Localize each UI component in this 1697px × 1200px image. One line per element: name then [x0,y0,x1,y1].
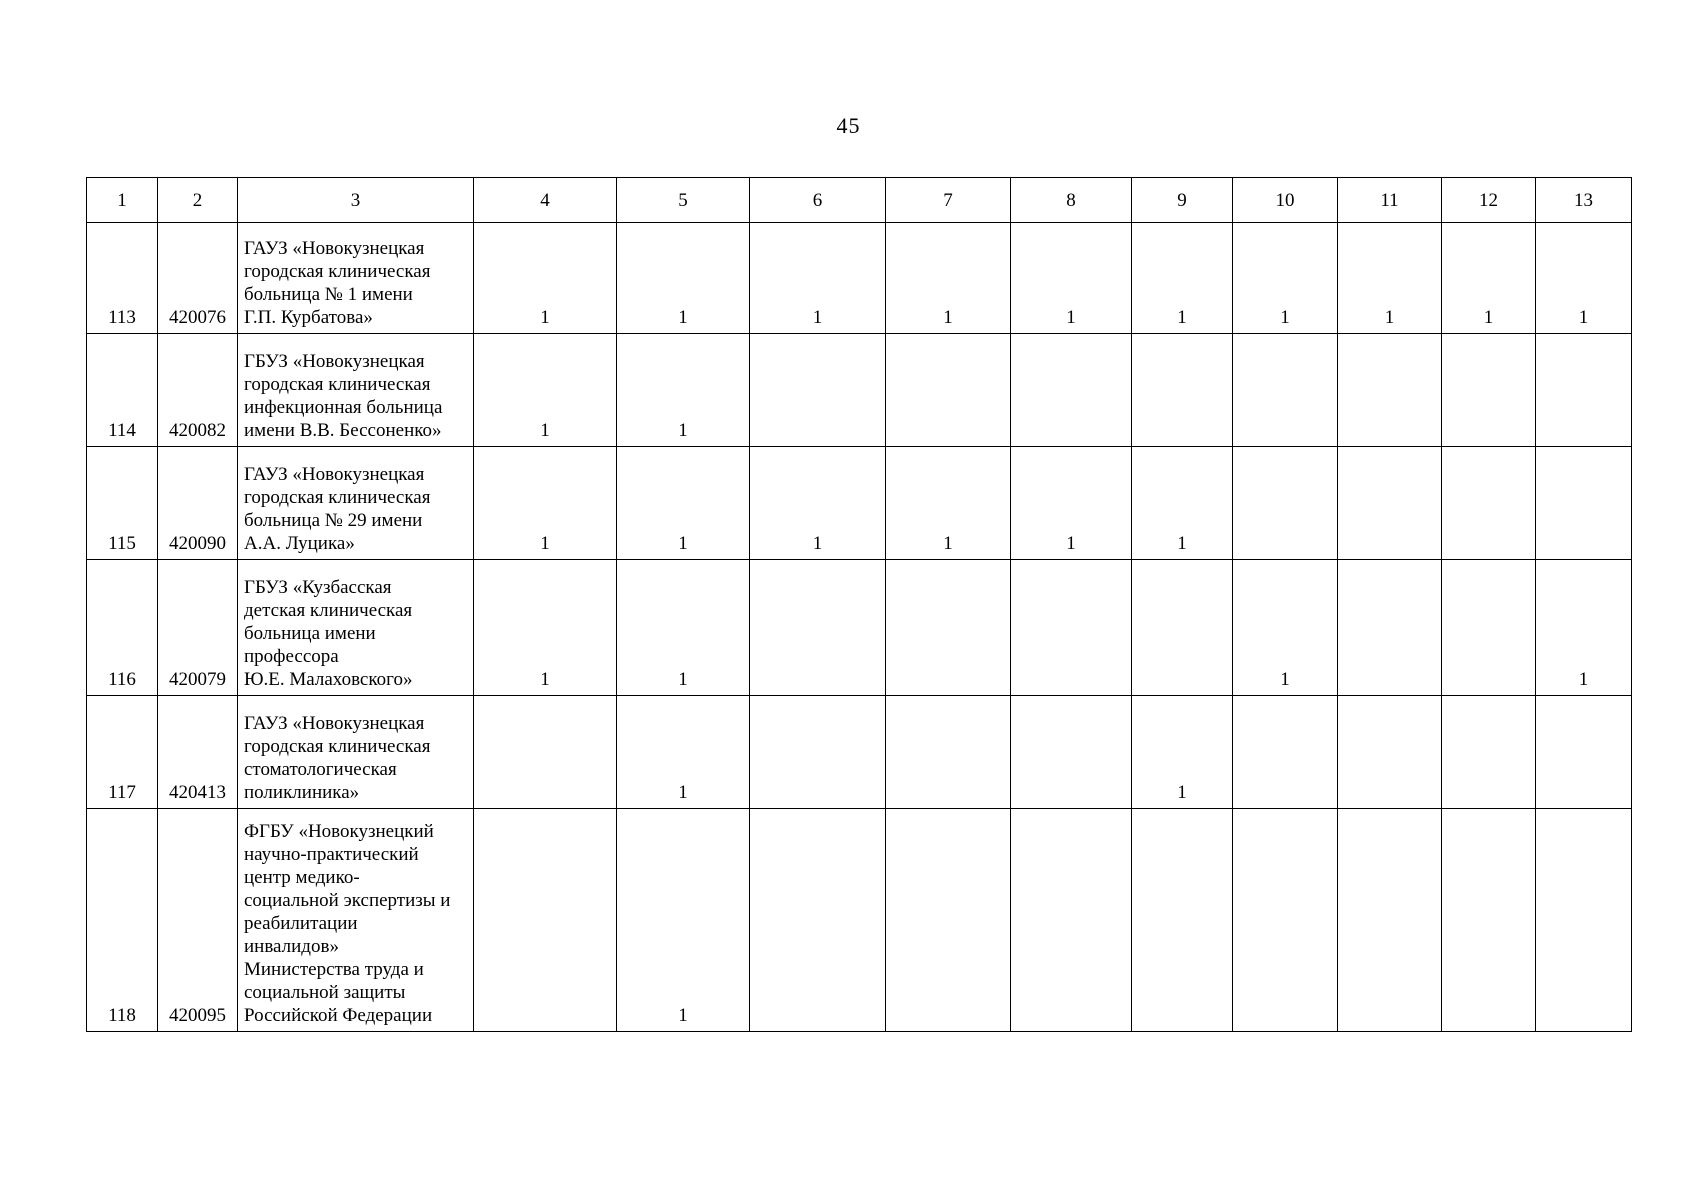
value-cell [1442,809,1536,1032]
value-cell: 1 [617,334,750,447]
value-cell [1442,447,1536,560]
value-cell [886,560,1011,696]
column-header: 5 [617,178,750,223]
value-cell: 1 [1011,223,1132,334]
name-line: больница № 1 имени [244,284,413,305]
name-line: социальной экспертизы и [244,890,451,911]
value-cell: 1 [474,334,617,447]
value-cell [1233,334,1338,447]
name-line: ГАУЗ «Новокузнецкая [244,238,425,259]
value-cell: 1 [750,223,886,334]
name-line: А.А. Луцика» [244,533,355,554]
name-line: ГАУЗ «Новокузнецкая [244,464,425,485]
name-line: профессора [244,646,339,667]
name-line: больница имени [244,623,376,644]
value-cell: 1 [617,447,750,560]
table-row [87,447,1632,560]
value-cell: 1 [1011,447,1132,560]
organization-name [238,696,474,809]
name-line: детская клиническая [244,600,413,621]
value-cell [1338,560,1442,696]
name-line: инфекционная больница [244,397,443,418]
value-cell [1011,809,1132,1032]
row-code: 420082 [158,334,238,447]
row-number: 114 [87,334,158,447]
name-line: Министерства труда и [244,959,424,980]
value-cell: 1 [474,560,617,696]
organization-name [238,560,474,696]
name-line: Российской Федерации [244,1005,433,1026]
row-number: 117 [87,696,158,809]
organization-name [238,809,474,1032]
value-cell [1338,809,1442,1032]
name-line: инвалидов» [244,936,339,957]
value-cell: 1 [886,223,1011,334]
value-cell: 1 [1233,223,1338,334]
value-cell [1442,560,1536,696]
organization-name [238,334,474,447]
name-line: городская клиническая [244,487,431,508]
column-header: 1 [87,178,158,223]
value-cell: 1 [1233,560,1338,696]
value-cell [474,809,617,1032]
table-row [87,809,1632,1032]
column-header: 4 [474,178,617,223]
column-header: 11 [1338,178,1442,223]
column-header: 7 [886,178,1011,223]
column-header: 12 [1442,178,1536,223]
value-cell [1536,809,1632,1032]
value-cell [1338,447,1442,560]
name-line: городская клиническая [244,736,431,757]
column-header: 6 [750,178,886,223]
header-row [87,178,1632,223]
value-cell: 1 [474,223,617,334]
name-line: ГАУЗ «Новокузнецкая [244,713,425,734]
name-line: городская клиническая [244,374,431,395]
value-cell [1536,696,1632,809]
name-line: ФГБУ «Новокузнецкий [244,821,434,842]
value-cell [886,696,1011,809]
value-cell: 1 [474,447,617,560]
row-number: 118 [87,809,158,1032]
value-cell [1132,560,1233,696]
value-cell [1233,447,1338,560]
value-cell [750,560,886,696]
name-line: ГБУЗ «Новокузнецкая [244,351,425,372]
table-row [87,560,1632,696]
row-number: 113 [87,223,158,334]
value-cell: 1 [1132,696,1233,809]
name-line: Г.П. Курбатова» [244,307,373,328]
value-cell: 1 [617,809,750,1032]
value-cell [1338,334,1442,447]
name-line: центр медико- [244,867,360,888]
row-code: 420095 [158,809,238,1032]
table-row [87,334,1632,447]
name-line: поликлиника» [244,782,360,803]
organization-name [238,223,474,334]
page-number: 45 [836,113,861,138]
data-table [86,177,1632,1032]
value-cell [750,809,886,1032]
organization-name [238,447,474,560]
value-cell: 1 [617,696,750,809]
value-cell [1442,334,1536,447]
name-line: стоматологическая [244,759,397,780]
value-cell [1442,696,1536,809]
value-cell: 1 [1132,447,1233,560]
name-line: имени В.В. Бессоненко» [244,420,442,441]
value-cell [1338,696,1442,809]
value-cell: 1 [1442,223,1536,334]
value-cell: 1 [617,223,750,334]
value-cell: 1 [617,560,750,696]
value-cell: 1 [1132,223,1233,334]
table-row [87,696,1632,809]
value-cell [886,334,1011,447]
name-line: ГБУЗ «Кузбасская [244,577,392,598]
value-cell: 1 [750,447,886,560]
value-cell: 1 [1536,560,1632,696]
value-cell [1132,334,1233,447]
value-cell [750,696,886,809]
value-cell [886,809,1011,1032]
value-cell [750,334,886,447]
row-code: 420413 [158,696,238,809]
column-header: 10 [1233,178,1338,223]
row-number: 115 [87,447,158,560]
name-line: социальной защиты [244,982,406,1003]
value-cell [1011,696,1132,809]
value-cell [1536,334,1632,447]
value-cell [1536,447,1632,560]
row-code: 420076 [158,223,238,334]
table-row [87,223,1632,334]
value-cell [1233,696,1338,809]
name-line: научно-практический [244,844,419,865]
column-header: 13 [1536,178,1632,223]
value-cell [1233,809,1338,1032]
row-code: 420079 [158,560,238,696]
value-cell [1132,809,1233,1032]
value-cell [474,696,617,809]
column-header: 8 [1011,178,1132,223]
row-code: 420090 [158,447,238,560]
value-cell: 1 [886,447,1011,560]
column-header: 2 [158,178,238,223]
value-cell: 1 [1338,223,1442,334]
value-cell: 1 [1536,223,1632,334]
row-number: 116 [87,560,158,696]
name-line: городская клиническая [244,261,431,282]
name-line: больница № 29 имени [244,510,423,531]
column-header: 9 [1132,178,1233,223]
name-line: Ю.Е. Малаховского» [244,669,413,690]
name-line: реабилитации [244,913,358,934]
column-header: 3 [238,178,474,223]
value-cell [1011,560,1132,696]
value-cell [1011,334,1132,447]
